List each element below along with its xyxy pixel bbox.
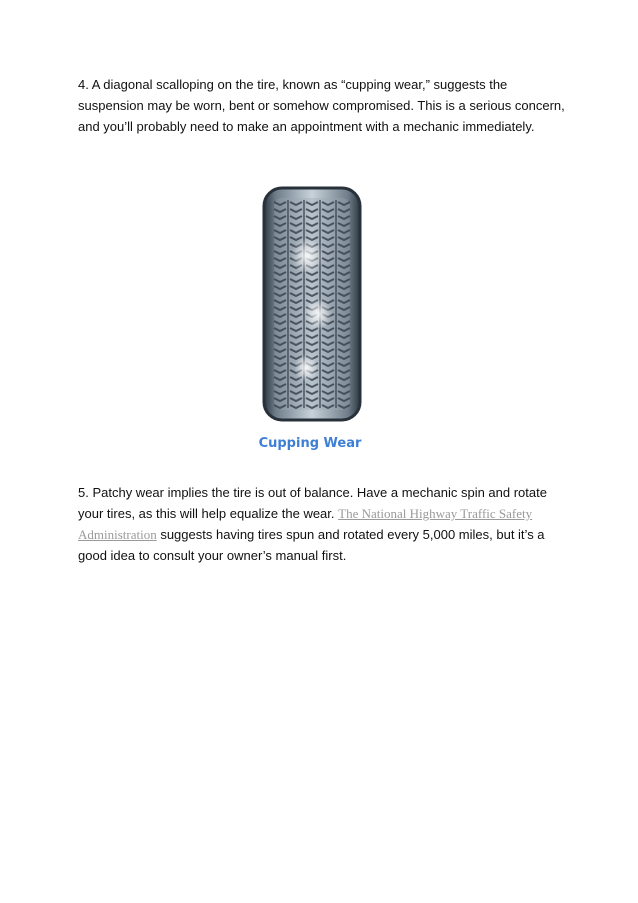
tire-icon bbox=[262, 186, 362, 422]
paragraph-cupping-wear: 4. A diagonal scalloping on the tire, known as “cupping wear,” suggests the suspension may be worn, bent or somehow compromised. This is a serious concern, and you’ll probably need to make an appointment with a mechanic immediately. bbox=[78, 77, 565, 134]
paragraph-5-text-end: suggests having tires spun and rotated every 5,000 miles, but it’s a good idea to consult your owner’s manual first. bbox=[78, 527, 545, 563]
figure-caption: Cupping Wear bbox=[258, 436, 362, 451]
paragraph-5-text-start: 5. Patchy wear implies the tire is out of balance. Have a mechanic spin and rotate your tires, as this will help equalize the wear. bbox=[78, 485, 547, 521]
tire-tread-image bbox=[262, 186, 362, 422]
nhtsa-link[interactable]: The National Highway Traffic Safety Administration bbox=[78, 506, 533, 542]
paragraph-patchy-wear bbox=[78, 482, 568, 566]
